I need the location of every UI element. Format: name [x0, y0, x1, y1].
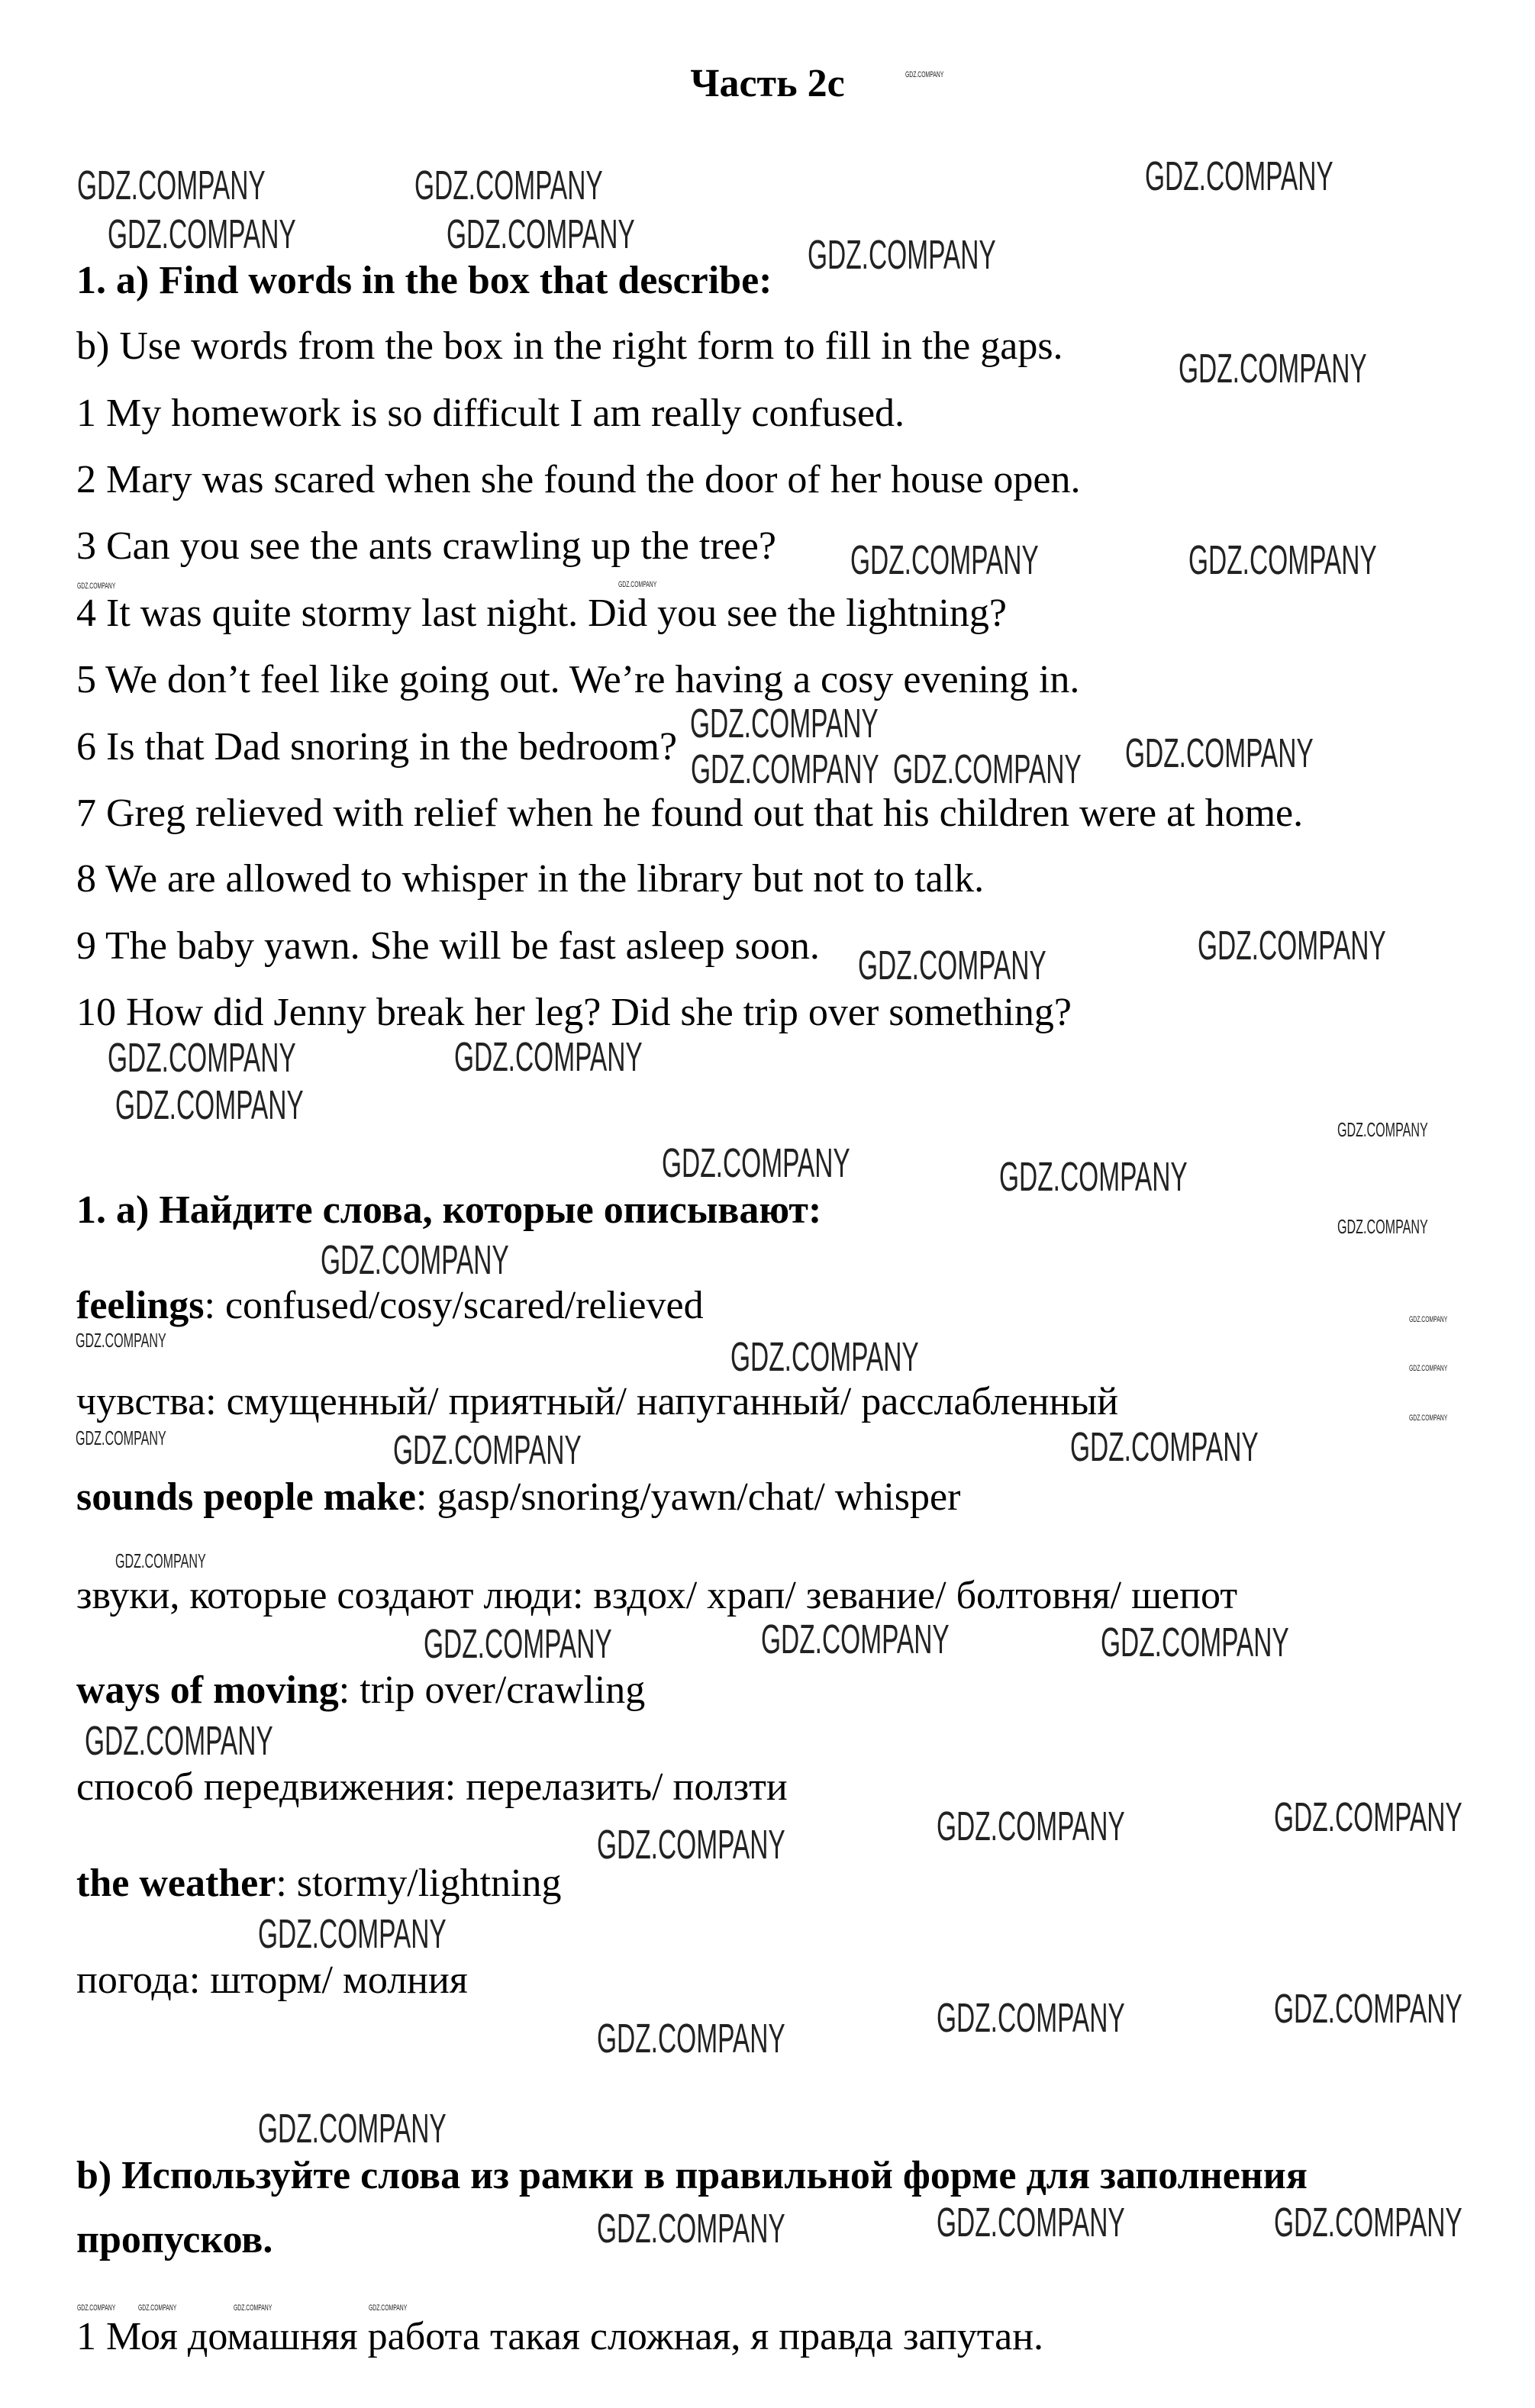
watermark: GDZ.COMPANY	[1337, 1215, 1428, 1238]
sentence: 4 It was quite stormy last night. Did you see the lightning?	[76, 592, 1007, 635]
watermark: GDZ.COMPANY	[597, 1822, 785, 1868]
category-label: the weather	[76, 1862, 276, 1905]
watermark: GDZ.COMPANY	[662, 1140, 850, 1186]
watermark: GDZ.COMPANY	[618, 580, 657, 589]
category-feelings	[76, 1281, 704, 1330]
sentence: 3 Can you see the ants crawling up the tree?	[76, 524, 776, 568]
sentence: 6 Is that Dad snoring in the bedroom?	[76, 725, 678, 769]
sentence: 10 How did Jenny break her leg? Did she trip over something?	[76, 991, 1072, 1034]
category-words: : confused/cosy/scared/relieved	[204, 1284, 704, 1327]
watermark: GDZ.COMPANY	[115, 1549, 206, 1572]
watermark: GDZ.COMPANY	[424, 1621, 612, 1667]
russian-heading-a: 1. а) Найдите слова, которые описывают:	[76, 1188, 822, 1232]
watermark: GDZ.COMPANY	[691, 746, 879, 792]
watermark: GDZ.COMPANY	[597, 2206, 785, 2252]
watermark: GDZ.COMPANY	[447, 211, 635, 257]
watermark: GDZ.COMPANY	[761, 1617, 950, 1662]
exercise-heading-a: 1. a) Find words in the box that describe:	[76, 259, 772, 302]
sentence: 1 My homework is so difficult I am really confused.	[76, 392, 905, 435]
watermark: GDZ.COMPANY	[1198, 923, 1386, 969]
watermark: GDZ.COMPANY	[108, 1035, 296, 1081]
sentence: 9 The baby yawn. She will be fast asleep soon.	[76, 924, 820, 968]
watermark: GDZ.COMPANY	[1274, 1986, 1462, 2032]
watermark: GDZ.COMPANY	[1145, 153, 1333, 199]
watermark: GDZ.COMPANY	[1274, 2200, 1462, 2245]
watermark: GDZ.COMPANY	[258, 2106, 447, 2152]
exercise-heading-b: b) Use words from the box in the right form to fill in the gaps.	[76, 324, 1063, 368]
watermark: GDZ.COMPANY	[850, 537, 1039, 583]
sentence: 8 We are allowed to whisper in the library but not to talk.	[76, 857, 985, 901]
watermark: GDZ.COMPANY	[85, 1718, 273, 1764]
watermark: GDZ.COMPANY	[1337, 1118, 1428, 1141]
category-words: : stormy/lightning	[276, 1862, 562, 1905]
category-label: sounds people make	[76, 1475, 416, 1519]
page-title-row	[0, 60, 1535, 108]
watermark: GDZ.COMPANY	[414, 163, 603, 208]
watermark: GDZ.COMPANY	[597, 2016, 785, 2061]
category-words: : gasp/snoring/yawn/chat/ whisper	[416, 1475, 961, 1519]
watermark: GDZ.COMPANY	[1274, 1794, 1462, 1840]
watermark: GDZ.COMPANY	[234, 2303, 272, 2313]
watermark: GDZ.COMPANY	[77, 582, 116, 591]
translation: звуки, которые создают люди: вздох/ храп/ зевание/ болтовня/ шепот	[76, 1574, 1238, 1617]
russian-heading-b-cont: пропусков.	[76, 2218, 273, 2261]
watermark: GDZ.COMPANY	[1101, 1620, 1289, 1665]
watermark: GDZ.COMPANY	[138, 2303, 177, 2313]
watermark: GDZ.COMPANY	[858, 943, 1046, 988]
watermark: GDZ.COMPANY	[77, 163, 266, 208]
category-weather	[76, 1859, 562, 1908]
watermark: GDZ.COMPANY	[937, 1804, 1125, 1849]
translation: чувства: смущенный/ приятный/ напуганный/ расслабленный	[76, 1380, 1119, 1423]
watermark: GDZ.COMPANY	[393, 1427, 582, 1473]
translation: погода: шторм/ молния	[76, 1958, 468, 2002]
russian-sentence: 1 Моя домашняя работа такая сложная, я правда запутан.	[76, 2315, 1044, 2358]
watermark: GDZ.COMPANY	[77, 2303, 116, 2313]
watermark: GDZ.COMPANY	[108, 211, 296, 257]
category-label: feelings	[76, 1284, 205, 1327]
watermark: GDZ.COMPANY	[76, 1426, 166, 1449]
watermark: GDZ.COMPANY	[1179, 346, 1367, 392]
watermark: GDZ.COMPANY	[808, 232, 996, 278]
watermark: GDZ.COMPANY	[1409, 1315, 1448, 1324]
page-title: Часть 2с	[690, 62, 845, 105]
watermark: GDZ.COMPANY	[369, 2303, 408, 2313]
category-sounds	[76, 1473, 960, 1522]
watermark: GDZ.COMPANY	[937, 1995, 1125, 2041]
watermark: GDZ.COMPANY	[1409, 1414, 1448, 1423]
watermark: GDZ.COMPANY	[893, 746, 1082, 792]
watermark: GDZ.COMPANY	[1125, 730, 1314, 776]
russian-heading-b: b) Используйте слова из рамки в правильной форме для заполнения	[76, 2154, 1308, 2197]
category-words: : trip over/crawling	[338, 1668, 646, 1712]
translation: способ передвижения: перелазить/ ползти	[76, 1765, 788, 1809]
watermark: GDZ.COMPANY	[905, 70, 944, 79]
watermark: GDZ.COMPANY	[1070, 1424, 1259, 1470]
category-label: ways of moving	[76, 1668, 339, 1712]
watermark: GDZ.COMPANY	[454, 1034, 643, 1080]
watermark: GDZ.COMPANY	[730, 1334, 919, 1380]
category-moving	[76, 1666, 645, 1715]
watermark: GDZ.COMPANY	[258, 1911, 447, 1957]
watermark: GDZ.COMPANY	[1188, 537, 1377, 583]
watermark: GDZ.COMPANY	[76, 1329, 166, 1352]
sentence: 5 We don’t feel like going out. We’re having a cosy evening in.	[76, 658, 1080, 701]
watermark: GDZ.COMPANY	[321, 1237, 509, 1283]
watermark: GDZ.COMPANY	[115, 1082, 304, 1128]
watermark: GDZ.COMPANY	[690, 701, 879, 746]
sentence: 7 Greg relieved with relief when he found out that his children were at home.	[76, 791, 1304, 835]
watermark: GDZ.COMPANY	[1409, 1364, 1448, 1373]
watermark: GDZ.COMPANY	[999, 1154, 1188, 1200]
watermark: GDZ.COMPANY	[937, 2200, 1125, 2245]
sentence: 2 Mary was scared when she found the door of her house open.	[76, 458, 1081, 501]
